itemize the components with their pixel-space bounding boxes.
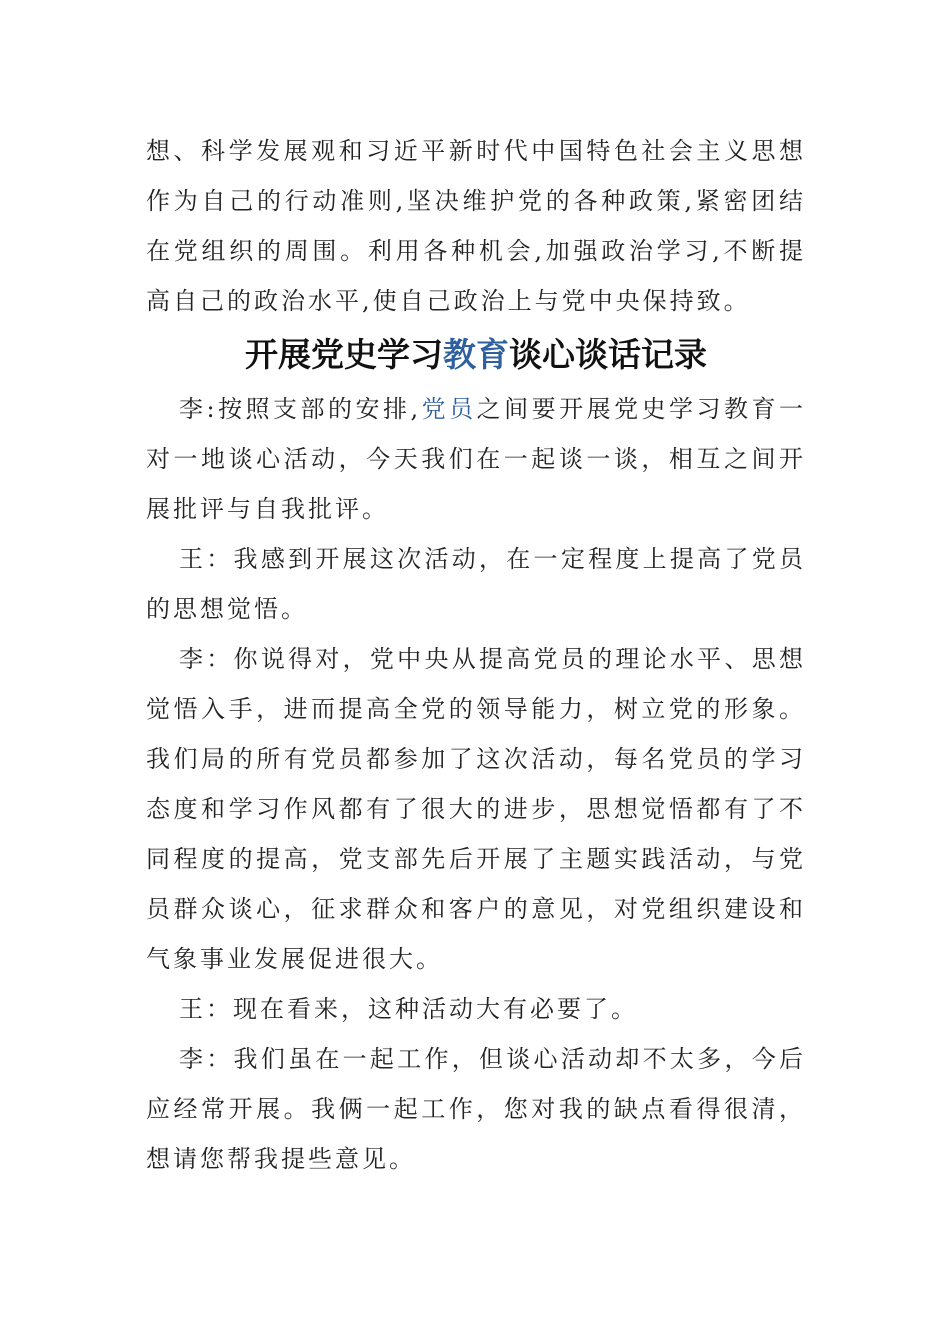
intro-paragraph: 想、科学发展观和习近平新时代中国特色社会主义思想作为自己的行动准则,坚决维护党的各种政策,紧密团结在党组织的周围。利用各种机会,加强政治学习,不断提高自己的政治水平,使自己政治上与党中央保持致。 (146, 137, 806, 315)
dialogue-paragraph-4: 王：现在看来，这种活动大有必要了。 (179, 995, 638, 1023)
dialogue-paragraph-5: 李：我们虽在一起工作，但谈心活动却不太多，今后应经常开展。我俩一起工作，您对我的缺点看得很清，想请您帮我提些意见。 (146, 1045, 806, 1173)
document-page (146, 126, 806, 1184)
dialogue-paragraph-1 (146, 384, 806, 534)
title-part-2: 谈心谈话记录 (509, 335, 707, 374)
dialogue-1-post: 之间要开展党史学习教育一对一地谈心活动，今天我们在一起谈一谈，相互之间开展批评与自我批评。 (146, 395, 807, 523)
dialogue-1-pre: 李:按照支部的安排, (179, 395, 422, 423)
dialogue-1-link-party-member[interactable]: 党员 (421, 395, 477, 423)
title-link-education[interactable]: 教育 (443, 335, 509, 374)
title-part-1: 开展党史学习 (245, 335, 443, 374)
document-title (146, 326, 806, 384)
dialogue-paragraph-3: 李：你说得对，党中央从提高党员的理论水平、思想觉悟入手，进而提高全党的领导能力，树立党的形象。我们局的所有党员都参加了这次活动，每名党员的学习态度和学习作风都有了很大的进步，思想觉悟都有了不同程度的提高，党支部先后开展了主题实践活动，与党员群众谈心，征求群众和客户的意见，对党组织建设和气象事业发展促进很大。 (146, 645, 806, 973)
dialogue-paragraph-2: 王：我感到开展这次活动，在一定程度上提高了党员的思想觉悟。 (146, 545, 806, 623)
